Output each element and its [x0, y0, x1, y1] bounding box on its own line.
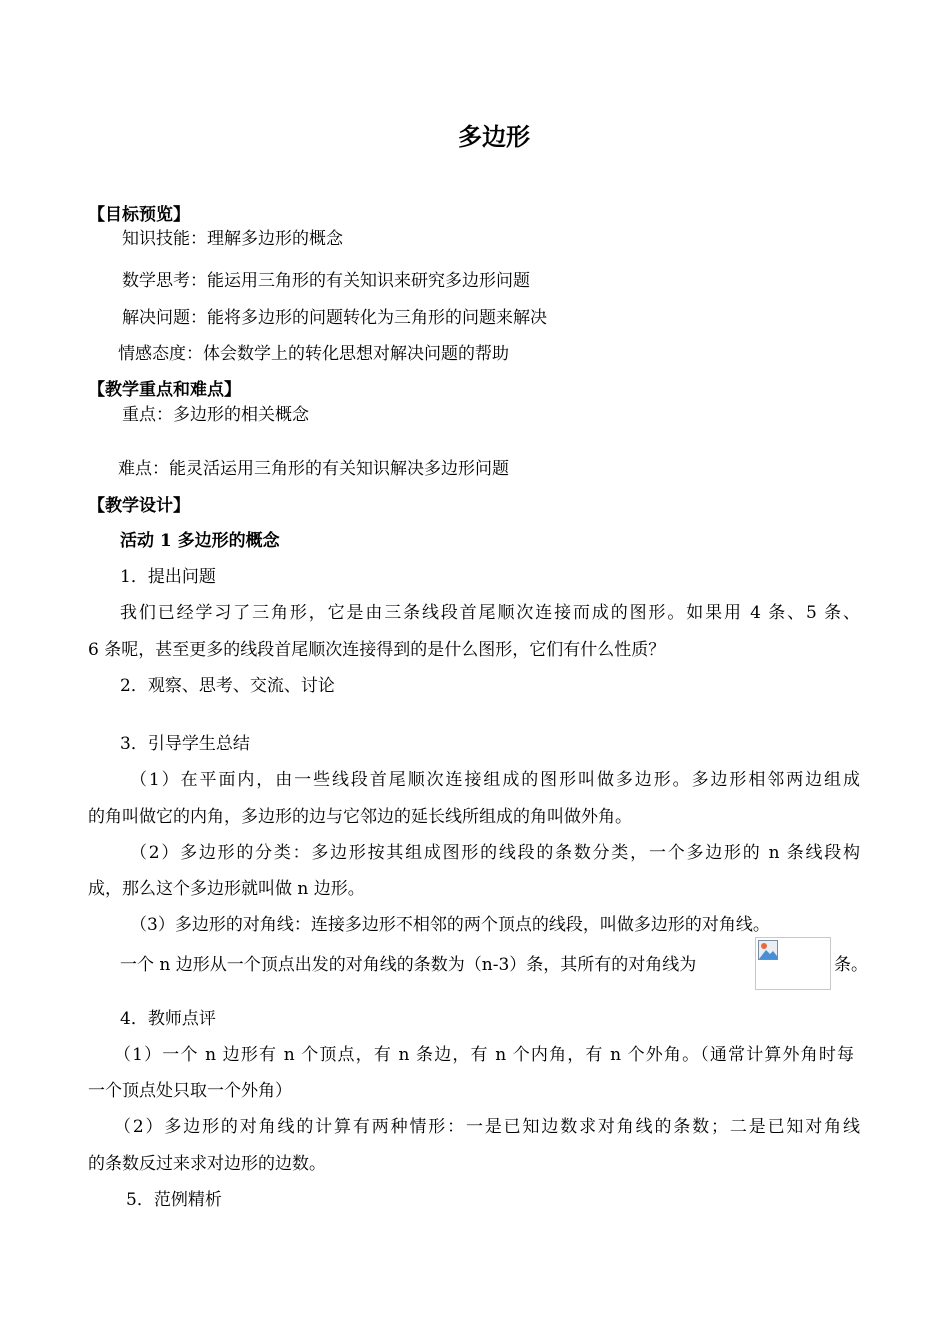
- section-heading-goals: 【目标预览】: [88, 205, 190, 225]
- goal-knowledge: 知识技能：理解多边形的概念: [122, 229, 343, 249]
- goal-thinking: 数学思考：能运用三角形的有关知识来研究多边形问题: [122, 271, 530, 291]
- paragraph-question-line1: 我们已经学习了三角形，它是由三条线段首尾顺次连接而成的图形。如果用 4 条、5 条、: [120, 603, 860, 623]
- section-heading-design: 【教学设计】: [88, 496, 190, 516]
- diagonal-count-suffix: 条。: [834, 955, 868, 975]
- comment-1-line1: （1）一个 n 边形有 n 个顶点，有 n 条边，有 n 个内角，有 n 个外角。（通常计算外角时每: [114, 1045, 854, 1065]
- summary-3: （3）多边形的对角线：连接多边形不相邻的两个顶点的线段，叫做多边形的对角线。: [130, 915, 770, 935]
- broken-image-icon: [758, 940, 778, 960]
- page-title: 多边形: [458, 123, 530, 151]
- diagonal-count-text: 一个 n 边形从一个顶点出发的对角线的条数为（n-3）条，其所有的对角线为: [120, 955, 697, 975]
- summary-1-line1: （1）在平面内，由一些线段首尾顺次连接组成的图形叫做多边形。多边形相邻两边组成: [130, 770, 860, 790]
- comment-2-line1: （2）多边形的对角线的计算有两种情形：一是已知边数求对角线的条数；二是已知对角线: [114, 1117, 860, 1137]
- step-5: 5．范例精析: [126, 1190, 222, 1210]
- step-4: 4．教师点评: [120, 1009, 216, 1029]
- section-heading-keypoints: 【教学重点和难点】: [88, 380, 241, 400]
- keypoint: 重点：多边形的相关概念: [122, 405, 309, 425]
- comment-2-line2: 的条数反过来求对边形的边数。: [88, 1154, 326, 1174]
- summary-2-line1: （2）多边形的分类：多边形按其组成图形的线段的条数分类，一个多边形的 n 条线段构: [130, 843, 860, 863]
- step-3: 3．引导学生总结: [120, 734, 250, 754]
- comment-1-line2: 一个顶点处只取一个外角）: [88, 1081, 292, 1101]
- goal-attitude: 情感态度：体会数学上的转化思想对解决问题的帮助: [118, 344, 509, 364]
- goal-problem-solving: 解决问题：能将多边形的问题转化为三角形的问题来解决: [122, 308, 547, 328]
- paragraph-question-line2: 6 条呢，甚至更多的线段首尾顺次连接得到的是什么图形，它们有什么性质？: [88, 640, 666, 660]
- formula-image: [755, 937, 831, 990]
- difficulty: 难点：能灵活运用三角形的有关知识解决多边形问题: [118, 459, 509, 479]
- activity-title: 活动 1 多边形的概念: [120, 531, 280, 551]
- step-2: 2．观察、思考、交流、讨论: [120, 676, 335, 696]
- summary-2-line2: 成，那么这个多边形就叫做 n 边形。: [88, 879, 365, 899]
- step-1: 1．提出问题: [120, 567, 216, 587]
- summary-1-line2: 的角叫做它的内角，多边形的边与它邻边的延长线所组成的角叫做外角。: [88, 807, 632, 827]
